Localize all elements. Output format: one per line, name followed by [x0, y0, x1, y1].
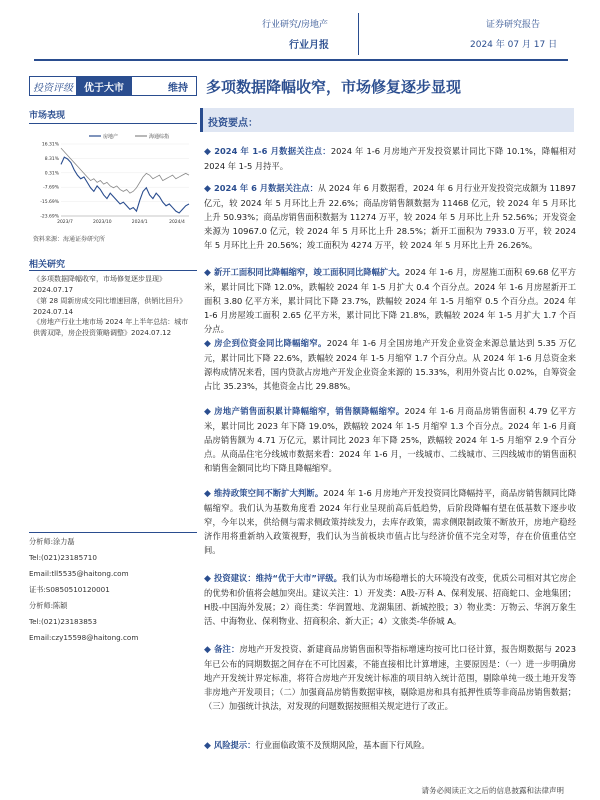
header-separator [358, 13, 359, 55]
x-tick-label: 2023/10 [92, 220, 112, 225]
market-rule [29, 123, 197, 124]
series-line-property [61, 157, 189, 213]
x-tick-label: 2023/7 [57, 220, 73, 225]
related-label: 相关研究 [29, 260, 66, 270]
related-item[interactable]: 《多项数据降幅收窄，市场修复逐步显现》2024.07.17 [33, 275, 166, 294]
key-point-heading: 风险提示： [213, 740, 256, 750]
header-right-label: 证券研究报告 [486, 20, 541, 30]
related-rule [29, 270, 197, 271]
key-point-heading: 2024 年 6 月数据关注点： [213, 183, 318, 193]
key-point-body: 我们认为市场稳增长的大环境没有改变，优质公司相对其它房企的优势和价值将会越加突出。建议关注：1）开发类：A股-万科 A、保利发展、招商蛇口、金地集团；H股-中国海外发展；2）商住类：华润置地、龙湖集团、新城控股；3）物业类：万物云、华润万象生活、中海物业、保利物业、招商积余、新大正；4）文旅类-华侨城 A。 [204, 573, 576, 626]
key-point-body: 2024 年 1-6 月全国房地产开发企业资金来源总量达到 5.35 万亿元，累计同比下降 22.6%，跌幅较 2024 年 1-5 月缩窄 1.7 个百分点。从 2024 年 1-6 月总资金来源构成情况来看，国内贷款占房地产开发企业资金来源的 15.33%，利用外资占比 0.02%，自筹资金占比 35.23%，其他资金占比 29.88%。 [204, 338, 576, 391]
header-date: 2024 年 07 月 17 日 [470, 40, 558, 50]
rating-box [29, 76, 197, 96]
header-rule [34, 59, 568, 61]
bullet-icon: ◆ [204, 184, 211, 194]
analyst-tel: Tel:(021)23183853 [29, 617, 97, 626]
analyst-rule [29, 532, 197, 533]
bullet-icon: ◆ [204, 147, 212, 157]
key-point-body: 从 2024 年 6 月数据看，2024 年 6 月行业开发投资完成额为 11897 亿元，较 2024 年 5 月环比上升 22.6%；商品房销售额数据为 11468 亿元，较 2024 年 5 月环比上升 50.93%；商品房销售面积数据为 11274 万平，较 2024 年 5 月环比上升 52.56%；开发资金来源为 10967.0 亿元，较 2024 年 5 月环比上升 28.5%；新开工面积为 7933.0 万平，较 2024 年 5 月环比上升 20.56%；竣工面积为 4274 万平，较 2024 年 5 月环比上升 26.26%。 [204, 183, 577, 250]
key-point-body: 2024 年 1-6 月房地产开发投资同比降幅持平，商品房销售额同比降幅缩窄。我们认为基数角度看 2024 年行业呈现前高后低趋势，后阶段降幅有望在低基数下逐步收窄，今年以来，供给侧与需求侧政策持续发力，去库存政策，需求侧限制政策不断放开，房地产稳经济作用将重新纳入政策视野，我们认为当前板块市值占比与经济价值不完全对等，存在价值重估空间。 [204, 488, 576, 555]
analyst-name: 分析师:涂力磊 [29, 537, 75, 546]
y-tick-label: 0.31% [44, 171, 59, 177]
key-point-heading: 备注： [214, 644, 240, 654]
bullet-icon: ◆ [204, 574, 211, 584]
key-point-paragraph [204, 642, 576, 713]
analyst-tel: Tel:(021)23185710 [29, 553, 97, 562]
legend-label-property: 房地产 [103, 134, 119, 140]
bullet-icon: ◆ [204, 741, 211, 751]
key-point-heading: 维持政策空间不断扩大判断。 [214, 488, 324, 498]
rating-value: 优于大市 [76, 77, 132, 95]
footer-disclaimer: 请务必阅读正文之后的信息披露和法律声明 [421, 786, 564, 795]
key-point-paragraph [204, 144, 576, 173]
y-tick-label: 16.31% [41, 142, 59, 148]
key-point-body: 房地产开发投资、新建商品房销售面积等指标增速均按可比口径计算，报告期数据与 2023 年已公布的同期数据之间存在不可比因素，不能直接相比计算增速，主要原因是：（一）进一步明确房地产开发统计界定标准，将符合房地产开发统计标准的项目纳入统计范围，剔除单纯一级土地开发等非房地产开发项目；（二）加强商品房销售数据审核，剔除退房和具有抵押性质等非商品房销售数据；（三）加强统计执法，对发现的问题数据按照相关规定进行了改正。 [204, 644, 576, 711]
key-point-body: 2024 年 1-6 月商品房销售面积 4.79 亿平方米，累计同比 2023 年下降 19.0%，跌幅较 2024 年 1-5 月缩窄 1.3 个百分点。2024 年 1-6 月商品房销售额为 4.71 万亿元，累计同比 2023 年下降 25%，跌幅较 2024 年 1-5 月缩窄 2.9 个百分点。从商品住宅分线城市数据来看：2024 年 1-6 月，一线城市、二线城市、三四线城市的销售面积和销售金额同比均下降且降幅缩窄。 [204, 406, 577, 473]
key-point-heading: 房地产销售面积累计降幅缩窄，销售额降幅缩窄。 [214, 406, 405, 416]
report-title: 多项数据降幅收窄，市场修复逐步显现 [206, 78, 462, 96]
market-chart [29, 130, 197, 230]
market-label: 市场表现 [29, 111, 66, 121]
key-point-paragraph [204, 265, 576, 336]
analyst-email[interactable]: Email:czy15598@haitong.com [29, 633, 139, 642]
analyst-cert: 证书:S0850510120001 [29, 585, 110, 594]
y-tick-label: -23.69% [40, 214, 59, 220]
y-tick-label: 8.31% [44, 156, 59, 162]
bullet-icon: ◆ [204, 407, 212, 417]
key-point-body: 2024 年 1-6 月房地产开发投资累计同比下降 10.1%，降幅相对 2024 年 1-5 月持平。 [204, 146, 577, 171]
key-point-paragraph [204, 571, 576, 628]
key-point-paragraph [204, 404, 576, 475]
analyst-email[interactable]: Email:tll5535@haitong.com [29, 569, 129, 578]
x-tick-label: 2024/1 [131, 220, 148, 225]
key-point-heading: 新开工面积同比降幅缩窄，竣工面积同比降幅扩大。 [213, 267, 405, 277]
key-point-body: 行业面临政策不及预期风险，基本面下行风险。 [255, 740, 430, 750]
legend-label-index: 海通综指 [149, 134, 170, 140]
key-point-heading: 房企到位资金同比降幅缩窄。 [214, 338, 327, 348]
header-category: 行业研究/房地产 [262, 20, 329, 30]
series-line-index [61, 148, 189, 193]
x-tick-label: 2024/4 [169, 220, 185, 225]
related-item[interactable]: 《房地产行业土地市场 2024 年上半年总结：城市供需双降，房企投资策略调整》2024.07.12 [33, 318, 189, 337]
bullet-icon: ◆ [204, 645, 212, 655]
rating-action: 维持 [168, 82, 188, 94]
key-point-paragraph [204, 336, 576, 393]
key-point-heading: 2024 年 1-6 月数据关注点： [214, 146, 331, 156]
key-point-paragraph [204, 181, 576, 252]
rating-label: 投资评级 [33, 82, 73, 94]
key-points-label: 投资要点： [208, 118, 258, 129]
chart-source: 资料来源：海通证券研究所 [33, 236, 106, 243]
y-tick-label: -7.69% [43, 185, 59, 191]
y-tick-label: -15.69% [40, 200, 59, 206]
key-point-body: 2024 年 1-6 月，房屋施工面积 69.68 亿平方米，累计同比下降 12.0%，跌幅较 2024 年 1-5 月扩大 0.4 个百分点。2024 年 1-6 月房屋新开工面积 3.80 亿平方米，累计同比下降 23.7%，跌幅较 2024 年 1-5 月缩窄 0.5 个百分点。2024 年 1-6 月房屋竣工面积 2.65 亿平方米，累计同比下降 21.8%，跌幅较 2024 年 1-5 月扩大 1.7 个百分点。 [204, 267, 577, 334]
bullet-icon: ◆ [204, 268, 211, 278]
related-item[interactable]: 《第 28 周新房成交同比增速回落，供销比回升》2024.07.14 [33, 297, 187, 316]
analyst-name: 分析师:陈颖 [29, 601, 68, 610]
key-point-paragraph [204, 486, 576, 557]
key-point-paragraph [204, 738, 576, 753]
bullet-icon: ◆ [204, 339, 212, 349]
header-report-type: 行业月报 [289, 40, 329, 51]
bullet-icon: ◆ [204, 489, 212, 499]
key-point-heading: 投资建议：维持“优于大市”评级。 [213, 573, 343, 583]
